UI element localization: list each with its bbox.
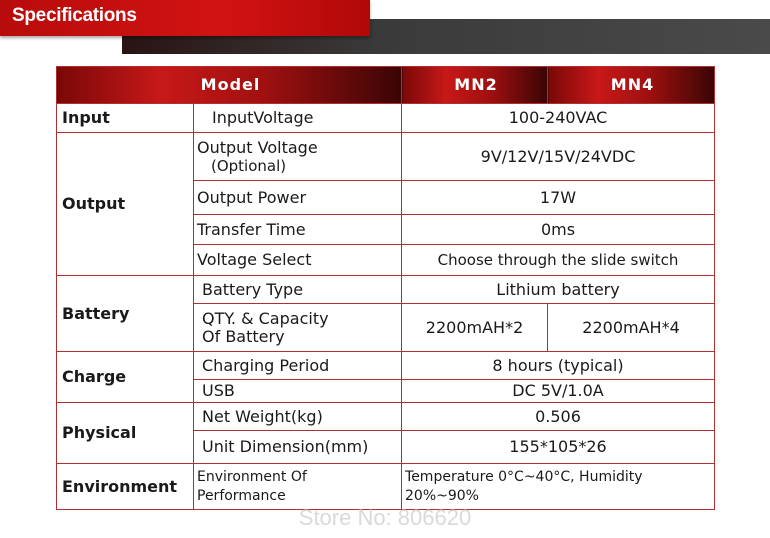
page-title: Specifications xyxy=(12,5,137,26)
category-physical: Physical xyxy=(57,403,194,464)
table-row xyxy=(57,464,715,510)
spec-label: InputVoltage xyxy=(194,104,402,133)
spec-label-subline: (Optional) xyxy=(211,156,287,175)
header-model: Model xyxy=(57,67,402,104)
category-input: Input xyxy=(57,104,194,133)
spec-label xyxy=(194,464,402,510)
spec-label: Transfer Time xyxy=(194,215,402,245)
category-environment: Environment xyxy=(57,464,194,510)
spec-value: 9V/12V/15V/24VDC xyxy=(402,133,715,181)
spec-value: 100-240VAC xyxy=(402,104,715,133)
spec-value-mn2: 2200mAH*2 xyxy=(402,304,548,352)
spec-value-mn4: 2200mAH*4 xyxy=(548,304,715,352)
table-row xyxy=(57,133,715,181)
spec-label: Net Weight(kg) xyxy=(194,403,402,431)
spec-value-line: Temperature 0°C~40°C, Humidity xyxy=(405,468,643,485)
spec-label: Voltage Select xyxy=(194,245,402,276)
spec-value: DC 5V/1.0A xyxy=(402,380,715,403)
spec-value: Lithium battery xyxy=(402,276,715,304)
table-header-row xyxy=(57,67,715,104)
spec-value: 17W xyxy=(402,181,715,215)
specifications-table xyxy=(56,66,715,510)
category-battery: Battery xyxy=(57,276,194,352)
spec-label xyxy=(194,304,402,352)
spec-value: 8 hours (typical) xyxy=(402,352,715,380)
spec-label xyxy=(194,133,402,181)
header-mn4: MN4 xyxy=(548,67,715,104)
spec-label-line: Output Voltage xyxy=(197,137,318,157)
spec-label: Output Power xyxy=(194,181,402,215)
spec-label-line: Environment Of xyxy=(197,468,307,485)
banner-red-bar xyxy=(0,0,370,36)
spec-value: 0.506 xyxy=(402,403,715,431)
category-charge: Charge xyxy=(57,352,194,403)
spec-label-line: Performance xyxy=(197,487,286,504)
spec-label: USB xyxy=(194,380,402,403)
header-mn2: MN2 xyxy=(402,67,548,104)
spec-label-line: Of Battery xyxy=(202,326,285,346)
spec-value: 155*105*26 xyxy=(402,431,715,464)
spec-value-line: 20%~90% xyxy=(405,487,479,504)
table-row xyxy=(57,104,715,133)
store-watermark: Store No: 806620 xyxy=(298,505,472,530)
spec-value: 0ms xyxy=(402,215,715,245)
table-row xyxy=(57,352,715,380)
spec-label: Unit Dimension(mm) xyxy=(194,431,402,464)
table-row xyxy=(57,276,715,304)
category-output: Output xyxy=(57,133,194,276)
spec-label: Charging Period xyxy=(194,352,402,380)
spec-label: Battery Type xyxy=(194,276,402,304)
table-row xyxy=(57,403,715,431)
spec-value: Choose through the slide switch xyxy=(402,245,715,276)
spec-value xyxy=(402,464,715,510)
spec-label-line: QTY. & Capacity xyxy=(202,308,329,328)
